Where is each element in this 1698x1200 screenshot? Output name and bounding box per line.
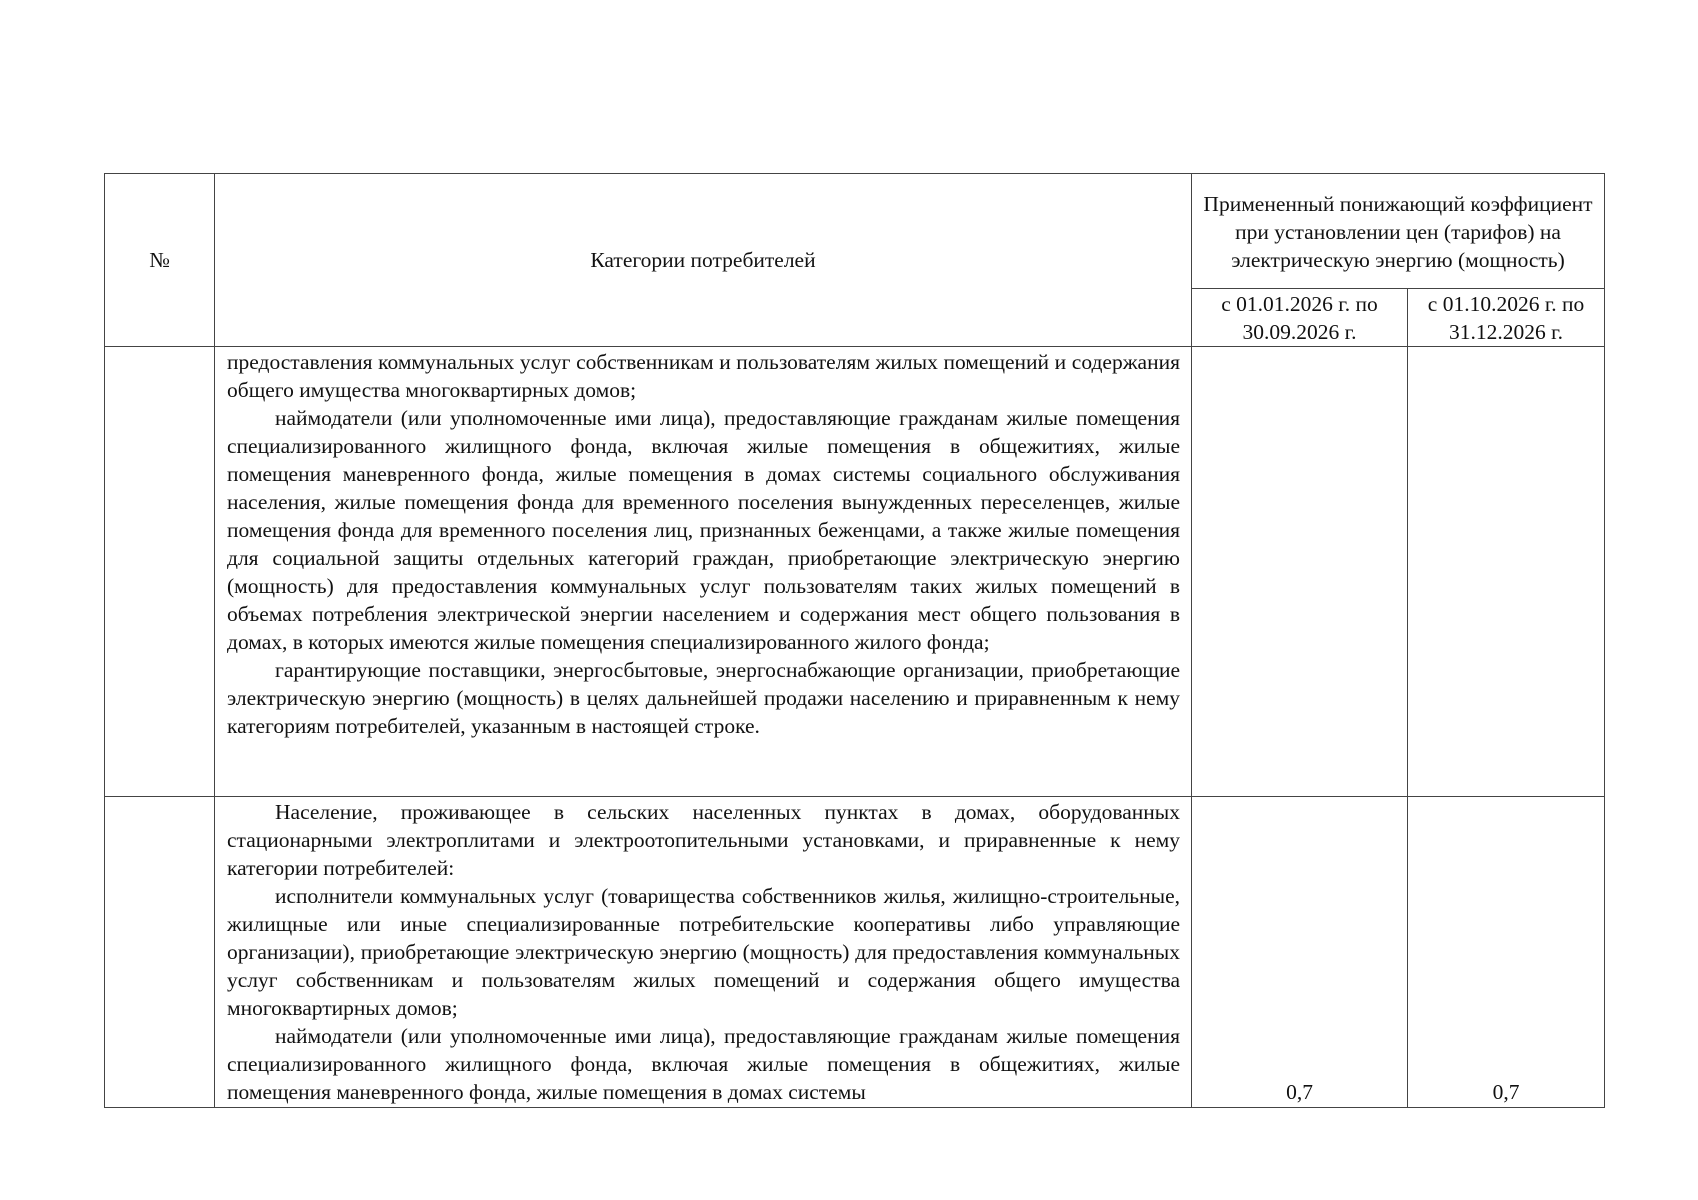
header-number: № [105, 174, 215, 347]
header-coefficient: Примененный понижающий коэффициент при установлении цен (тарифов) на электрическую энергию (мощность) [1192, 174, 1605, 289]
row-number [105, 797, 215, 1108]
category-cell [215, 347, 1192, 797]
category-paragraph: предоставления коммунальных услуг собственникам и пользователям жилых помещений и содержания общего имущества многоквартирных домов; [227, 350, 1180, 402]
table-row [105, 797, 1605, 1108]
category-cell [215, 797, 1192, 1108]
coefficient-value-1: 0,7 [1192, 797, 1408, 1108]
table-header-row [105, 174, 1605, 289]
row-number [105, 347, 215, 797]
category-paragraph: исполнители коммунальных услуг (товарищества собственников жилья, жилищно-строительные, жилищные или иные специализированные потребительские кооперативы либо управляющие организации), приобретающие электрическую энергию (мощность) для предоставления коммунальных услуг собственникам и пользователям жилых помещений и содержания общего имущества многоквартирных домов; [227, 884, 1180, 1020]
header-category: Категории потребителей [215, 174, 1192, 347]
header-period-1: с 01.01.2026 г. по 30.09.2026 г. [1192, 289, 1408, 347]
table-row [105, 347, 1605, 797]
header-period-2: с 01.10.2026 г. по 31.12.2026 г. [1408, 289, 1605, 347]
coefficient-value-2 [1408, 347, 1605, 797]
coefficient-value-1 [1192, 347, 1408, 797]
coefficient-value-2: 0,7 [1408, 797, 1605, 1108]
category-paragraph: наймодатели (или уполномоченные ими лица), предоставляющие гражданам жилые помещения специализированного жилищного фонда, включая жилые помещения в общежитиях, жилые помещения маневренного фонда, жилые помещения в домах системы [227, 1024, 1180, 1104]
tariff-table [104, 173, 1605, 1108]
category-paragraph: гарантирующие поставщики, энергосбытовые, энергоснабжающие организации, приобретающие электрическую энергию (мощность) в целях дальнейшей продажи населению и приравненным к нему категориям потребителей, указанным в настоящей строке. [227, 658, 1180, 738]
category-paragraph: наймодатели (или уполномоченные ими лица), предоставляющие гражданам жилые помещения специализированного жилищного фонда, включая жилые помещения в общежитиях, жилые помещения маневренного фонда, жилые помещения в домах системы социального обслуживания населения, жилые помещения фонда для временного поселения вынужденных переселенцев, жилые помещения фонда для временного поселения лиц, признанных беженцами, а также жилые помещения для социальной защиты отдельных категорий граждан, приобретающие электрическую энергию (мощность) для предоставления коммунальных услуг пользователям таких жилых помещений в объемах потребления электрической энергии населением и содержания мест общего пользования в домах, в которых имеются жилые помещения специализированного жилого фонда; [227, 406, 1180, 654]
category-paragraph: Население, проживающее в сельских населенных пунктах в домах, оборудованных стационарными электроплитами и электроотопительными установками, и приравненные к нему категории потребителей: [227, 800, 1180, 880]
